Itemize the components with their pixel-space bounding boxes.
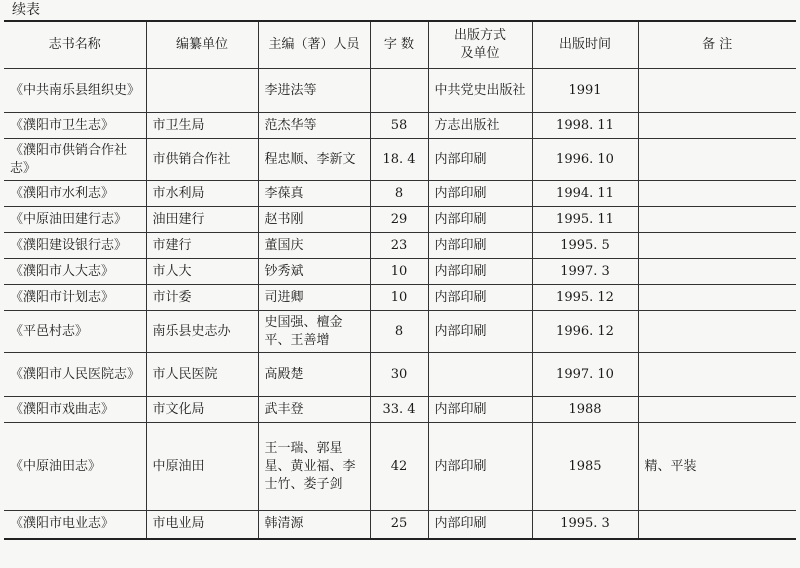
cell-editor: 高殿楚 bbox=[258, 353, 370, 397]
cell-title: 《濮阳市计划志》 bbox=[4, 285, 146, 311]
cell-note bbox=[638, 285, 796, 311]
cell-unit bbox=[146, 69, 258, 113]
cell-time: 1985 bbox=[532, 423, 638, 511]
cell-unit: 市水利局 bbox=[146, 181, 258, 207]
cell-title: 《濮阳市供销合作社志》 bbox=[4, 139, 146, 181]
cell-editor: 程忠顺、李新文 bbox=[258, 139, 370, 181]
cell-words: 8 bbox=[370, 181, 428, 207]
cell-time: 1997. 3 bbox=[532, 259, 638, 285]
cell-note bbox=[638, 311, 796, 353]
cell-time: 1995. 5 bbox=[532, 233, 638, 259]
cell-editor: 李进法等 bbox=[258, 69, 370, 113]
cell-title: 《濮阳市卫生志》 bbox=[4, 113, 146, 139]
header-words: 字 数 bbox=[370, 21, 428, 69]
table-caption: 续表 bbox=[12, 2, 40, 18]
cell-unit: 市卫生局 bbox=[146, 113, 258, 139]
cell-unit: 油田建行 bbox=[146, 207, 258, 233]
cell-title: 《中共南乐县组织史》 bbox=[4, 69, 146, 113]
cell-words: 30 bbox=[370, 353, 428, 397]
cell-words: 58 bbox=[370, 113, 428, 139]
table-row bbox=[4, 139, 796, 181]
cell-editor: 钞秀斌 bbox=[258, 259, 370, 285]
cell-method: 内部印刷 bbox=[428, 423, 532, 511]
table-row bbox=[4, 113, 796, 139]
table-row bbox=[4, 233, 796, 259]
cell-editor: 史国强、檀金平、王善增 bbox=[258, 311, 370, 353]
cell-note bbox=[638, 113, 796, 139]
cell-editor: 韩清源 bbox=[258, 511, 370, 539]
table-row bbox=[4, 181, 796, 207]
table-row bbox=[4, 511, 796, 539]
cell-title: 《中原油田志》 bbox=[4, 423, 146, 511]
cell-words: 8 bbox=[370, 311, 428, 353]
cell-unit: 南乐县史志办 bbox=[146, 311, 258, 353]
cell-words: 29 bbox=[370, 207, 428, 233]
cell-title: 《濮阳建设银行志》 bbox=[4, 233, 146, 259]
cell-time: 1991 bbox=[532, 69, 638, 113]
table-row bbox=[4, 353, 796, 397]
cell-words: 18. 4 bbox=[370, 139, 428, 181]
cell-time: 1996. 10 bbox=[532, 139, 638, 181]
cell-method: 内部印刷 bbox=[428, 233, 532, 259]
cell-method: 内部印刷 bbox=[428, 285, 532, 311]
cell-unit: 市文化局 bbox=[146, 397, 258, 423]
cell-note bbox=[638, 397, 796, 423]
header-title: 志书名称 bbox=[4, 21, 146, 69]
cell-editor: 董国庆 bbox=[258, 233, 370, 259]
cell-editor: 范杰华等 bbox=[258, 113, 370, 139]
cell-unit: 中原油田 bbox=[146, 423, 258, 511]
table-row bbox=[4, 423, 796, 511]
cell-unit: 市计委 bbox=[146, 285, 258, 311]
cell-note bbox=[638, 259, 796, 285]
cell-title: 《濮阳市水利志》 bbox=[4, 181, 146, 207]
cell-method: 内部印刷 bbox=[428, 259, 532, 285]
cell-words: 33. 4 bbox=[370, 397, 428, 423]
cell-time: 1998. 11 bbox=[532, 113, 638, 139]
cell-time: 1996. 12 bbox=[532, 311, 638, 353]
header-note: 备 注 bbox=[638, 21, 796, 69]
header-unit: 编纂单位 bbox=[146, 21, 258, 69]
header-editor: 主编（著）人员 bbox=[258, 21, 370, 69]
table-row bbox=[4, 259, 796, 285]
cell-unit: 市人大 bbox=[146, 259, 258, 285]
cell-method: 内部印刷 bbox=[428, 397, 532, 423]
cell-time: 1995. 3 bbox=[532, 511, 638, 539]
cell-note: 精、平装 bbox=[638, 423, 796, 511]
table-row bbox=[4, 397, 796, 423]
cell-method bbox=[428, 353, 532, 397]
cell-time: 1994. 11 bbox=[532, 181, 638, 207]
cell-unit: 市人民医院 bbox=[146, 353, 258, 397]
table-row bbox=[4, 311, 796, 353]
cell-words: 10 bbox=[370, 259, 428, 285]
cell-words bbox=[370, 69, 428, 113]
table-row bbox=[4, 285, 796, 311]
table-row bbox=[4, 207, 796, 233]
cell-note bbox=[638, 181, 796, 207]
header-row bbox=[4, 21, 796, 69]
table-body bbox=[4, 69, 796, 539]
cell-method: 中共党史出版社 bbox=[428, 69, 532, 113]
cell-method: 内部印刷 bbox=[428, 139, 532, 181]
cell-method: 内部印刷 bbox=[428, 311, 532, 353]
cell-method: 内部印刷 bbox=[428, 511, 532, 539]
cell-method: 内部印刷 bbox=[428, 207, 532, 233]
cell-note bbox=[638, 353, 796, 397]
cell-note bbox=[638, 511, 796, 539]
cell-editor: 王一瑞、郭星星、黄业福、李士竹、娄子剑 bbox=[258, 423, 370, 511]
cell-unit: 市建行 bbox=[146, 233, 258, 259]
cell-editor: 司进卿 bbox=[258, 285, 370, 311]
cell-title: 《中原油田建行志》 bbox=[4, 207, 146, 233]
cell-title: 《濮阳市人民医院志》 bbox=[4, 353, 146, 397]
cell-note bbox=[638, 207, 796, 233]
cell-time: 1995. 12 bbox=[532, 285, 638, 311]
cell-unit: 市供销合作社 bbox=[146, 139, 258, 181]
cell-note bbox=[638, 139, 796, 181]
cell-title: 《濮阳市电业志》 bbox=[4, 511, 146, 539]
header-time: 出版时间 bbox=[532, 21, 638, 69]
table-row bbox=[4, 69, 796, 113]
cell-editor: 赵书刚 bbox=[258, 207, 370, 233]
cell-words: 10 bbox=[370, 285, 428, 311]
cell-words: 25 bbox=[370, 511, 428, 539]
cell-editor: 李葆真 bbox=[258, 181, 370, 207]
cell-words: 42 bbox=[370, 423, 428, 511]
cell-method: 内部印刷 bbox=[428, 181, 532, 207]
cell-title: 《濮阳市戏曲志》 bbox=[4, 397, 146, 423]
cell-title: 《濮阳市人大志》 bbox=[4, 259, 146, 285]
cell-note bbox=[638, 69, 796, 113]
gazetteer-table bbox=[4, 20, 796, 540]
cell-time: 1988 bbox=[532, 397, 638, 423]
header-method: 出版方式 及单位 bbox=[428, 21, 532, 69]
cell-method: 方志出版社 bbox=[428, 113, 532, 139]
cell-words: 23 bbox=[370, 233, 428, 259]
cell-editor: 武丰登 bbox=[258, 397, 370, 423]
cell-time: 1995. 11 bbox=[532, 207, 638, 233]
cell-title: 《平邑村志》 bbox=[4, 311, 146, 353]
cell-unit: 市电业局 bbox=[146, 511, 258, 539]
cell-time: 1997. 10 bbox=[532, 353, 638, 397]
cell-note bbox=[638, 233, 796, 259]
